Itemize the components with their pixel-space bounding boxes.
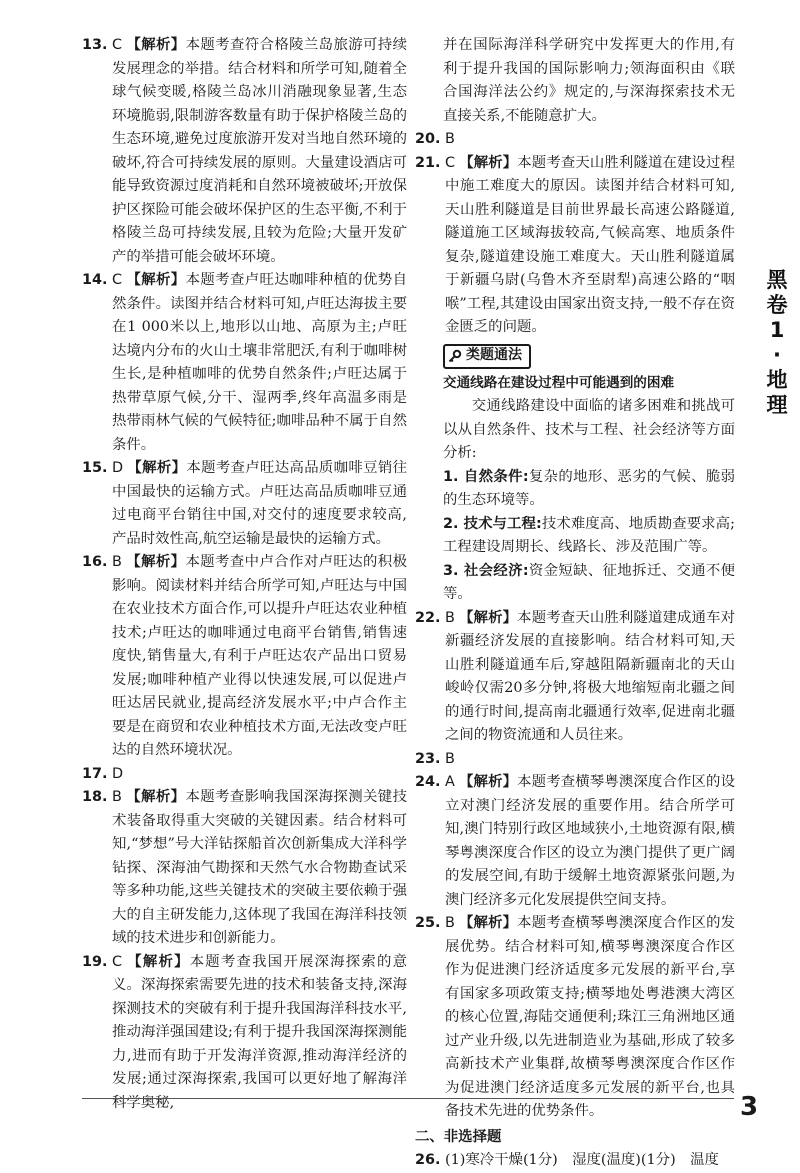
analysis-text: 本题考查横琴粤澳深度合作区的设立对澳门经济发展的重要作用。结合所学可知,澳门特别行政区地域狭小,土地资源有限,横琴粤澳深度合作区的设立为澳门提供了更广阔的发展空间,有助于缓解土地资源紧张问题,为澳门经济多元化发展提供空间支持。 <box>445 774 735 908</box>
answer-item-25 <box>415 912 735 1124</box>
analysis-text: 本题考查符合格陵兰岛旅游可持续发展理念的举措。结合材料和所学可知,随着全球气候变暖,格陵兰岛冰川消融现象显著,生态环境脆弱,限制游客数量有助于保护格陵兰岛的生态环境,避免过度旅游开发对当地自然环境的破坏,符合可持续发展的原则。大量建设酒店可能导致资源过度消耗和自然环境被破坏;开放保护区探险可能会破坏保护区的生态平衡,不利于格陵兰岛可持续发展,且较为危险;大量开发矿产的举措可能会破坏环境。 <box>112 37 407 265</box>
answer-item-13 <box>82 34 407 269</box>
analysis-tag: 【解析】 <box>459 154 518 171</box>
item-number: 15. <box>82 460 108 476</box>
analysis-text: 本题考查横琴粤澳深度合作区的发展优势。结合材料可知,横琴粤澳深度合作区作为促进澳门经济适度多元发展的新平台,享有国家多项政策支持;横琴地处粤港澳大湾区的核心位置,海陆交通便利;珠江三角洲地区通过产业升级,以先进制造业为基础,形成了较多高新技术产业集群,故横琴粤澳深度合作区作为促进澳门经济适度多元发展的新平台,也具备技术先进的优势条件。 <box>445 915 735 1119</box>
answer-item-14 <box>82 269 407 457</box>
point-label: 1. 自然条件: <box>443 468 529 485</box>
page-number: 3 <box>740 1092 759 1122</box>
analysis-text: 并在国际海洋科学研究中发挥更大的作用,有利于提升我国的国际影响力;领海面积由《联合国海洋法公约》规定的,与深海探索技术无直接关系,不能随意扩大。 <box>443 37 735 124</box>
item-number: 23. <box>415 750 441 767</box>
point-label: 2. 技术与工程: <box>443 515 542 532</box>
point-text: 资金短缺、征地拆迁、交通不便等。 <box>443 562 735 602</box>
answer-letter: B <box>445 131 455 147</box>
answer-item-23 <box>415 748 735 772</box>
analysis-tag: 【解析】 <box>125 789 186 805</box>
analysis-text: 本题考查卢旺达高品质咖啡豆销往中国最快的运输方式。卢旺达高品质咖啡豆通过电商平台销往中国,对交付的速度要求较高,产品时效性高,航空运输是最快的运输方式。 <box>112 460 407 547</box>
item-number: 22. <box>415 609 441 626</box>
point-text: 复杂的地形、恶劣的气候、脆弱的生态环境等。 <box>443 468 735 508</box>
answer-letter: C <box>445 154 456 171</box>
item-number: 17. <box>82 765 108 782</box>
analysis-tag: 【解析】 <box>458 609 518 626</box>
answer-item-18 <box>82 786 407 951</box>
item-number: 13. <box>82 37 108 53</box>
item-number: 19. <box>82 953 108 970</box>
analysis-tag: 【解析】 <box>126 953 190 970</box>
answer-item-22 <box>415 607 735 748</box>
answer-letter: C <box>112 272 123 288</box>
analysis-text: 本题考查我国开展深海探索的意义。深海探索需要先进的技术和装备支持,深海探测技术的突破有利于提升我国海洋科技水平,推动海洋强国建设;有利于提升我国深海探测能力,进而有助于开发海洋资源,推动海洋经济的发展;通过深海探索,我国可以更好地了解海洋科学奥秘, <box>112 953 407 1111</box>
analysis-text: 本题考查中卢合作对卢旺达的积极影响。阅读材料并结合所学可知,卢旺达与中国在农业技术方面合作,可以提升卢旺达农业种植技术;卢旺达的咖啡通过电商平台销售,销售速度快,销售量大,有利于卢旺达农产品出口贸易发展;咖啡种植产业得以快速发展,可以促进卢旺达居民就业,提高经济发展水平;中卢合作主要是在商贸和农业种植技术方面,无法改变卢旺达的自然环境状况。 <box>112 554 407 758</box>
answer-item-20 <box>415 128 735 152</box>
item-number: 20. <box>415 131 441 147</box>
answer-letter: B <box>445 915 455 931</box>
side-tab <box>764 268 790 418</box>
analysis-text: 本题考查天山胜利隧道在建设过程中施工难度大的原因。读图并结合材料可知,天山胜利隧道是目前世界最长高速公路隧道,隧道施工区域海拔较高,气候高寒、地质条件复杂,隧道建设施工难度大。天山胜利隧道属于新疆乌尉(乌鲁木齐至尉犁)高速公路的“咽喉”工程,其建设由国家出资支持,一般不存在资金匮乏的问题。 <box>445 154 735 335</box>
method-tip-label: 类题通法 <box>466 347 522 364</box>
method-tip-badge-row <box>415 344 735 372</box>
key-icon <box>448 349 462 363</box>
answer-item-24 <box>415 771 735 912</box>
answer-letter: D <box>112 460 124 476</box>
answer-letter: D <box>112 765 124 782</box>
method-tip-point-2 <box>415 513 735 560</box>
method-tip-point-1 <box>415 466 735 513</box>
answer-item-19-continued <box>415 34 735 128</box>
answer-item-17 <box>82 763 407 787</box>
item-number: 26. <box>415 1152 441 1168</box>
analysis-tag: 【解析】 <box>126 272 186 288</box>
analysis-tag: 【解析】 <box>125 554 186 570</box>
item-number: 16. <box>82 554 108 570</box>
method-tip-badge <box>443 344 531 369</box>
answer-letter: A <box>445 774 455 790</box>
item-number: 25. <box>415 915 441 931</box>
method-tip-title: 交通线路在建设过程中可能遇到的困难 <box>443 374 675 391</box>
answer-letter: C <box>112 953 123 970</box>
analysis-tag: 【解析】 <box>458 915 518 931</box>
item-number: 14. <box>82 272 108 288</box>
analysis-text: 本题考查卢旺达咖啡种植的优势自然条件。读图并结合材料可知,卢旺达海拔主要在1 000米以上,地形以山地、高原为主;卢旺达境内分布的火山土壤非常肥沃,有利于咖啡树生长,是种植咖啡的优势自然条件;卢旺达属于热带草原气候,分干、湿两季,终年高温多雨是热带雨林气候的气候特征;咖啡品种不属于自然条件。 <box>112 272 407 453</box>
right-column <box>415 34 735 1173</box>
item-number: 21. <box>415 154 441 171</box>
method-tip-intro: 交通线路建设中面临的诸多困难和挑战可以从自然条件、技术与工程、社会经济等方面分析: <box>443 398 735 461</box>
method-tip-point-3 <box>415 560 735 607</box>
answer-item-21 <box>415 152 735 340</box>
side-tab-label: 黑卷1·地理 <box>766 268 788 417</box>
answer-item-19 <box>82 951 407 1116</box>
item-number: 24. <box>415 774 441 790</box>
analysis-tag: 【解析】 <box>126 37 186 53</box>
point-label: 3. 社会经济: <box>443 562 529 579</box>
item-number: 18. <box>82 789 108 805</box>
answer-letter: C <box>112 37 123 53</box>
point-text: 技术难度高、地质勘查要求高;工程建设周期长、线路长、涉及范围广等。 <box>443 515 735 555</box>
section-heading: 二、非选择题 <box>415 1128 502 1145</box>
answer-item-15 <box>82 457 407 551</box>
answer-letter: B <box>445 750 455 767</box>
answer-letter: B <box>112 554 122 570</box>
answer-item-26 <box>415 1149 735 1173</box>
analysis-text: 本题考查影响我国深海探测关键技术装备取得重大突破的关键因素。结合材料可知,“梦想”号大洋钻探船首次创新集成大洋科学钻探、深海油气勘探和天然气水合物勘查试采等多种功能,这些关键技术的突破主要依赖于强大的自主研发能力,这体现了我国在海洋科技领域的技术进步和创新能力。 <box>112 789 407 946</box>
answer-text: (1)寒冷干燥(1分) 湿度(温度)(1分) 温度 <box>445 1152 719 1168</box>
answer-item-16 <box>82 551 407 763</box>
analysis-text: 本题考查天山胜利隧道建成通车对新疆经济发展的直接影响。结合材料可知,天山胜利隧道通车后,穿越阻隔新疆南北的天山峻岭仅需20多分钟,将极大地缩短南北疆之间的通行时间,提高南北疆通行效率,促进南北疆之间的物资流通和人员往来。 <box>445 609 735 743</box>
footer-divider <box>82 1098 734 1099</box>
answer-letter: B <box>445 609 455 626</box>
left-column <box>82 34 407 1115</box>
answer-letter: B <box>112 789 122 805</box>
analysis-tag: 【解析】 <box>127 460 187 476</box>
analysis-tag: 【解析】 <box>458 774 518 790</box>
